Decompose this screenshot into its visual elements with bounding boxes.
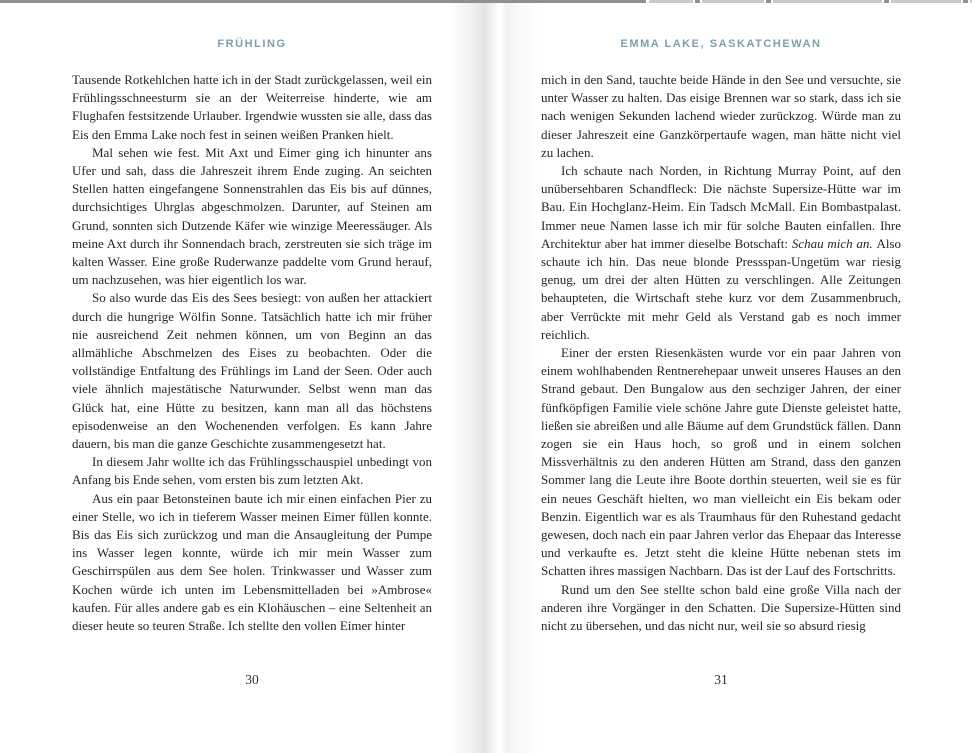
paragraph xyxy=(72,289,432,453)
text-line: ein Frühlingsschneesturm sie an der Weiterreise hinderte, wie am xyxy=(72,72,432,106)
text-line: Tausende Rotkehlchen hatte ich in der Stadt zurückgelassen, weil xyxy=(72,72,417,87)
text-line: So also wurde das Eis des Sees besiegt: von außen her attackiert xyxy=(92,290,432,306)
text-line: anderen ihre Vorgänger in den Schatten. Die Supersize-Hütten xyxy=(541,599,880,615)
text-line: dünnes, durchsichtiges Uhrglas abgeschmolzen. Darunter, auf xyxy=(72,181,432,215)
paragraph xyxy=(72,144,432,290)
text-line: zu einer Stelle, wo ich in tieferem Wasser meinen Eimer füllen xyxy=(72,490,432,524)
chapter-tick xyxy=(961,0,970,3)
paragraph xyxy=(72,490,432,636)
text-line: Lauf des Fortschritts. xyxy=(785,563,896,579)
text-line: hestand gedacht gewesen, doch nach ein paar Jahren verlor das xyxy=(541,508,901,543)
text-line: nicht viel zu lachen. xyxy=(541,126,901,160)
text-line: chen Missverhältnis zu den anderen Hütten am Strand, dass den xyxy=(541,436,901,470)
text-line: sie unter Wasser zu halten. Das eisige Brennen war so stark, dass xyxy=(541,72,901,106)
text-line: Also schaute ich hin. Das neue blonde Pressspan-Ungetüm war xyxy=(541,235,901,270)
right-page xyxy=(541,38,901,635)
reading-progress-fill xyxy=(0,0,649,3)
page-gutter-shadow xyxy=(448,0,540,753)
text-line: an dieser heute so teuren Straße. Ich stellte den vollen Eimer hinter xyxy=(72,599,432,634)
text-line: lich los war. xyxy=(243,272,307,288)
paragraph xyxy=(72,71,432,144)
text-line: In diesem Jahr wollte ich das Frühlingsschauspiel unbedingt xyxy=(92,454,413,470)
page-number-right: 31 xyxy=(714,672,728,687)
text-line: von Anfang bis Ende sehen, vom ersten bis zum letzten Akt. xyxy=(72,454,432,488)
page-number-left: 30 xyxy=(245,672,259,687)
text-line: streuten sie sich träge im kalten Wasser. Eine große Ruderwanze xyxy=(72,235,432,270)
paragraph xyxy=(541,581,901,636)
right-page-body xyxy=(541,71,901,635)
paragraph xyxy=(541,344,901,581)
paragraph xyxy=(541,162,901,344)
text-line: Glück hat, eine Hütte zu besitzen, kann man all das höchstens epi xyxy=(72,399,432,433)
text-line: das Eis den Emma Lake noch fest in seinen weißen Pranken hielt. xyxy=(72,108,432,142)
text-line: ganzen Sommer lang die Leute ihre Boote dorthin steuerten, weil xyxy=(541,454,901,488)
text-line: Ich schaute nach Norden, in Richtung Murray Point, auf den xyxy=(561,163,901,179)
text-line: sie es für ein neues Geschäft hielten, wo man vielleicht ein Eis xyxy=(541,472,901,506)
text-line: mähliche Abschmelzen des Eises zu beobachten. Oder die voll xyxy=(72,345,432,379)
left-page xyxy=(72,38,432,635)
text-line: fällen. Dann zogen sie ein Haus hoch, so groß und in einem sol xyxy=(541,417,901,452)
text-line: sodenweise an den Wochenenden verfolgen. Es kann Jahre dauern, xyxy=(72,417,432,452)
running-head-left: FRÜHLING xyxy=(217,38,287,50)
text-line: Einer der ersten Riesenkästen wurde vor ein paar Jahren von xyxy=(561,345,901,361)
text-line: kaufen. Für alles andere gab es ein Klohäuschen – eine Seltenheit xyxy=(72,599,420,615)
reading-progress-bar[interactable] xyxy=(0,0,972,3)
paragraph xyxy=(541,71,901,162)
text-line: ich sie nach wenigen Sekunden lachend wieder zurückzog. Würde xyxy=(541,90,901,124)
chapter-tick xyxy=(882,0,891,3)
text-line: Flughafen festsitzende Urlauber. Irgendwie wussten sie alle, dass xyxy=(72,108,415,124)
text-line: ständige Entfaltung des Frühlings im Land der Seen. Oder auch xyxy=(92,363,432,379)
running-head-right: EMMA LAKE, SASKATCHEWAN xyxy=(620,38,822,50)
text-line: immer reichlich. xyxy=(541,308,901,342)
text-line: ten Stellen hatten eingefangene Sonnenstrahlen das Eis bis auf xyxy=(72,163,432,197)
text-line: Ufer und sah, dass die Jahreszeit ihrem Ende zuging. An seich xyxy=(72,163,417,179)
text-line: paddelte vom Grund herauf, um nachzusehen, was hier eigent xyxy=(72,254,433,288)
text-line: Ihre Architektur aber hat immer dieselbe Botschaft: xyxy=(541,217,901,251)
text-line: bekam oder Benzin. Eigentlich war es als Traumhaus für den Ru xyxy=(541,490,901,524)
chapter-tick xyxy=(764,0,773,3)
text-line: Kochen würde ich unten im Lebensmittelladen bei »Ambrose« xyxy=(72,581,432,597)
text-line: Geschirrspülen aus dem See holen. Trinkwasser und Wasser zum xyxy=(72,563,432,579)
text-line: Steinen am Grund, sonnten sich Dutzende Käfer wie winzige xyxy=(72,199,432,233)
text-line: durch die hungrige Wölfin Sonne. Tatsächlich hatte ich mir früher xyxy=(72,308,432,324)
text-line: einer fünfköpfigen Familie viele schöne Jahre gute Dienste geleis xyxy=(541,381,901,415)
text-line: last. Immer neue Namen lasse ich mir für solche Bauten einfallen. xyxy=(541,199,901,233)
text-line: menbruch, aber Verrückte mit mehr Geld als Verstand gab es noch xyxy=(541,290,901,324)
text-line: Rund um den See stellte schon bald eine große Villa nach der xyxy=(561,581,901,597)
text-line: Aus ein paar Betonsteinen baute ich mir einen einfachen Pier xyxy=(92,490,420,506)
text-line: viele ähnlich majestätische Naturwunder. Selbst wenn man das xyxy=(72,381,432,397)
text-line: nie ausreichend Zeit nehmen können, um von Beginn an das all xyxy=(72,326,432,361)
text-line: Bau. Ein Hochglanz-Heim. Ein Tadsch McMall. Ein Bombastpa xyxy=(541,199,880,215)
chapter-tick xyxy=(693,0,702,3)
text-line: bis man die ganze Geschichte zusammengesetzt hat. xyxy=(113,436,386,452)
text-line: riesig genug, um drei der alten Hütten zu verschlingen. Alle Zei xyxy=(541,254,901,288)
text-line: sind nicht zu übersehen, und das nicht nur, weil sie so absurd riesig xyxy=(541,599,901,634)
text-line: einem wohlhabenden Rentnerehepaar unweit unseres Hauses an xyxy=(541,363,883,379)
text-line: tungen behaupteten, die Wirtschaft stehe kurz vor dem Zusam xyxy=(541,272,901,306)
text-line: unübersehbaren Schandfleck: Die nächste Supersize-Hütte war im xyxy=(541,181,901,197)
text-line: den Strand gebaut. Den Bungalow aus den sechziger Jahren, der xyxy=(541,363,901,397)
italic-text: Schau mich an. xyxy=(791,235,877,251)
text-line: konnte. Bis das Eis sich zurückzog und man die Ansaugleitung der xyxy=(72,508,432,543)
text-line: nebenan stets im Schatten ihres massigen Nachbarn. Das ist der xyxy=(541,545,901,579)
text-line: Meeressäuger. Als meine Axt durch ihr Sonnendach brach, zer xyxy=(72,217,432,251)
text-line: mich in den Sand, tauchte beide Hände in den See und versuchte, xyxy=(541,72,887,87)
text-line: Mal sehen wie fest. Mit Axt und Eimer ging ich hinunter ans xyxy=(92,144,432,160)
paragraph xyxy=(72,453,432,489)
left-page-body xyxy=(72,71,432,635)
text-line: tet hatte, ließen sie abreißen und alle Bäume auf dem Grundstück xyxy=(541,399,901,433)
text-line: Ehepaar das Interesse und verkaufte es. Jetzt steht die kleine Hütte xyxy=(541,527,901,561)
text-line: man zu dieser Jahreszeit eine Ganzkörpertaufe wagen, man hätte xyxy=(541,108,902,142)
text-line: Pumpe ins Wasser legen konnte, würde ich mir mein Wasser zum xyxy=(72,527,432,561)
